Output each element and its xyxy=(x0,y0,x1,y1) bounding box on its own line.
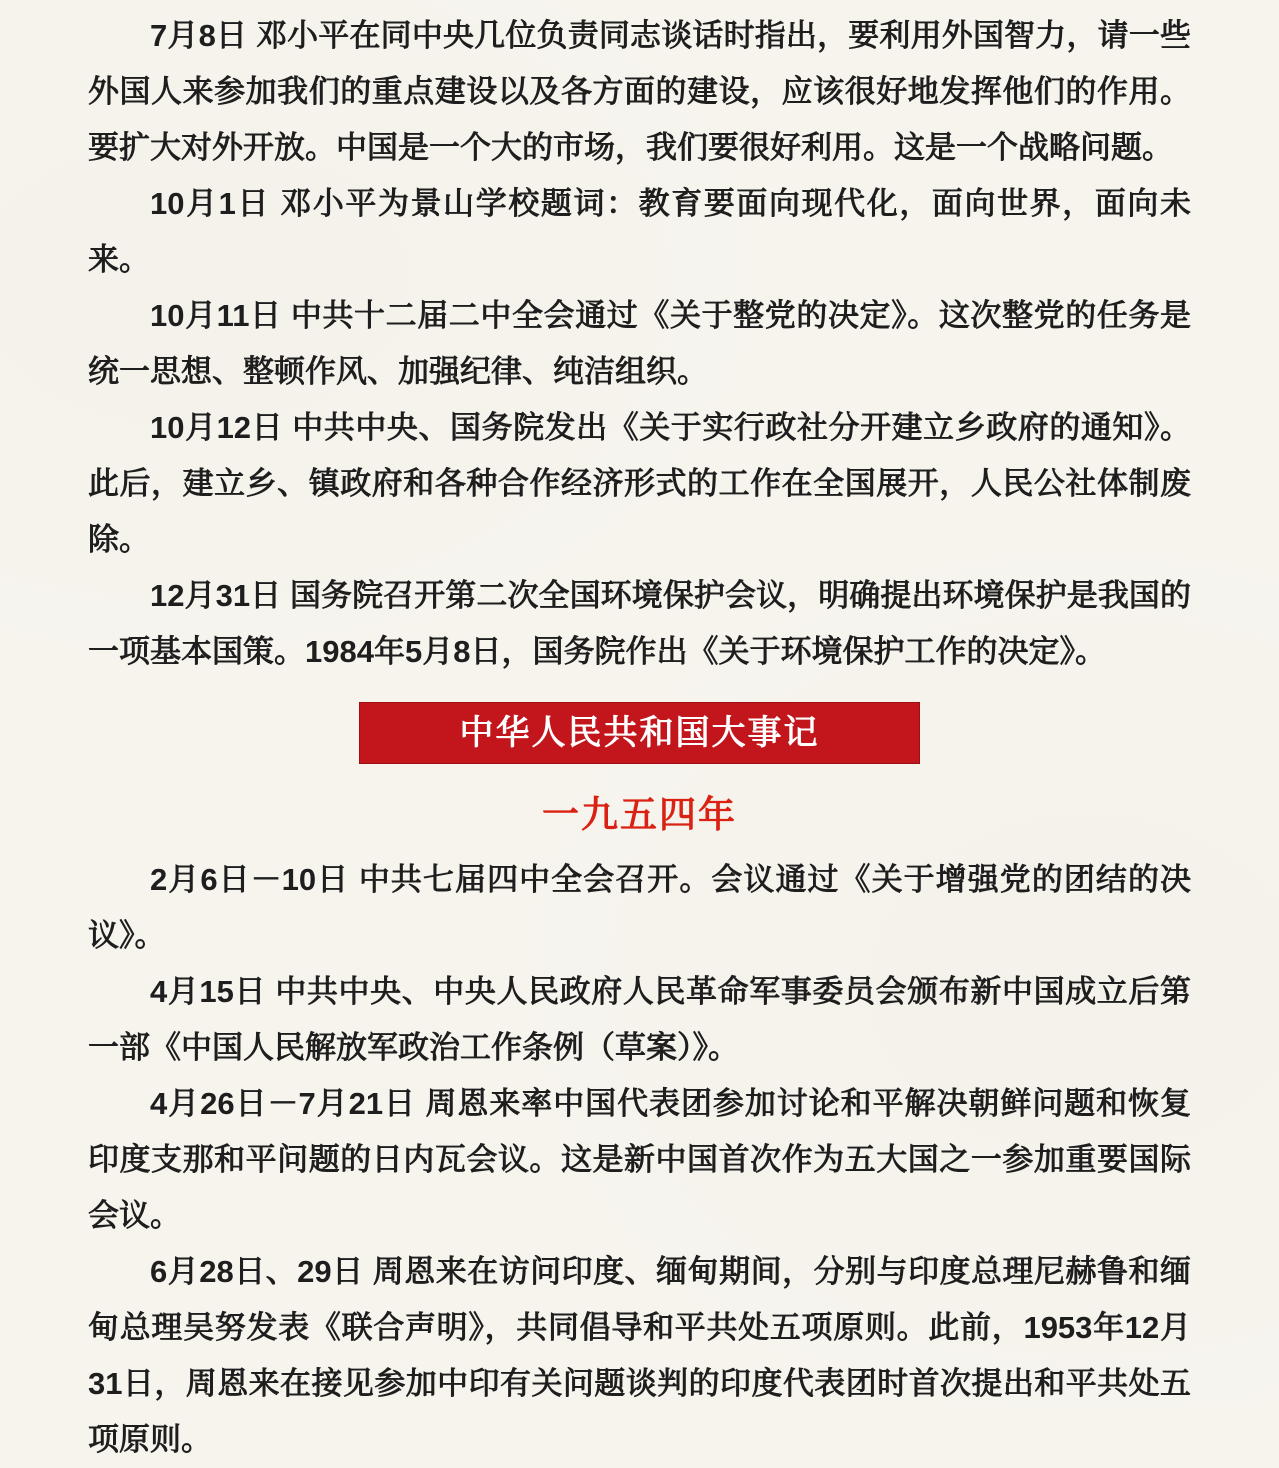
chronicle-title-banner xyxy=(359,702,920,764)
event-paragraph: 2月6日－10日 中共七届四中全会召开。会议通过《关于增强党的团结的决议》。 xyxy=(88,862,1191,953)
events-section-upper xyxy=(88,8,1191,680)
event-paragraph: 6月28日、29日 周恩来在访问印度、缅甸期间，分别与印度总理尼赫鲁和缅甸总理吴努发表《联合声明》，共同倡导和平共处五项原则。此前，1953年12月31日，周恩来在接见参加中印有关问题谈判的印度代表团时首次提出和平共处五项原则。 xyxy=(88,1254,1191,1457)
event-paragraph: 4月26日－7月21日 周恩来率中国代表团参加讨论和平解决朝鲜问题和恢复印度支那和平问题的日内瓦会议。这是新中国首次作为五大国之一参加重要国际会议。 xyxy=(88,1086,1191,1233)
events-section-1954 xyxy=(88,852,1191,1468)
year-heading: 一九五四年 xyxy=(542,794,737,835)
chronicle-title: 中华人民共和国大事记 xyxy=(459,714,820,752)
event-paragraph: 10月12日 中共中央、国务院发出《关于实行政社分开建立乡政府的通知》。此后，建立乡、镇政府和各种合作经济形式的工作在全国展开，人民公社体制废除。 xyxy=(88,410,1191,557)
event-paragraph: 4月15日 中共中央、中央人民政府人民革命军事委员会颁布新中国成立后第一部《中国人民解放军政治工作条例（草案）》。 xyxy=(88,974,1191,1065)
event-paragraph: 10月11日 中共十二届二中全会通过《关于整党的决定》。这次整党的任务是统一思想、整顿作风、加强纪律、纯洁组织。 xyxy=(88,298,1191,389)
event-paragraph: 10月1日 邓小平为景山学校题词：教育要面向现代化，面向世界，面向未来。 xyxy=(88,186,1191,277)
event-paragraph: 7月8日 邓小平在同中央几位负责同志谈话时指出，要利用外国智力，请一些外国人来参加我们的重点建设以及各方面的建设，应该很好地发挥他们的作用。要扩大对外开放。中国是一个大的市场，我们要很好利用。这是一个战略问题。 xyxy=(88,18,1191,165)
event-paragraph: 12月31日 国务院召开第二次全国环境保护会议，明确提出环境保护是我国的一项基本国策。1984年5月8日，国务院作出《关于环境保护工作的决定》。 xyxy=(88,578,1191,669)
